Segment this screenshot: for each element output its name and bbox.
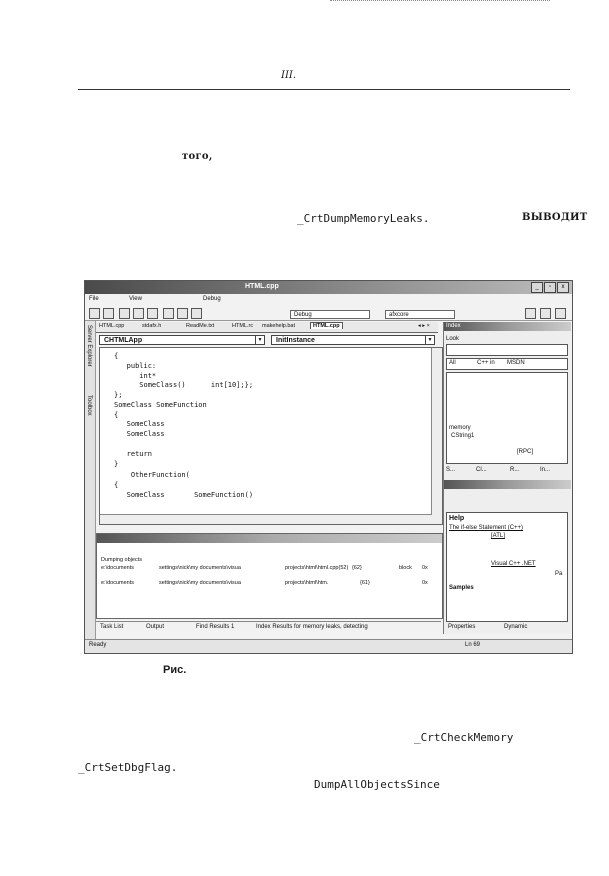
editor-horizontal-scrollbar[interactable] [100,514,432,524]
code-dump-all-objects-since: DumpAllObjectsSince [314,778,440,791]
open-icon[interactable] [119,308,130,319]
index-list-item[interactable]: [RPC] [517,449,534,455]
help-link[interactable]: The if-else Statement (C++) [449,525,524,531]
output-cell: e:\documents [101,580,135,586]
status-bar [85,639,572,653]
code-line: SomeClass SomeFunction [114,401,207,409]
doc-tab[interactable]: HTML.cpp [99,323,125,329]
output-cell: projects\html\html.cpp(52) [285,565,349,571]
member-combo-value: InitInstance [276,337,315,344]
side-tab-server-explorer[interactable]: Server Explorer [86,325,92,367]
output-cell: settings\nick\my documents\visua [159,580,241,586]
page-top-edge [330,0,550,3]
menu-file[interactable]: File [89,296,99,302]
output-cell: settings\nick\my documents\visua [159,565,241,571]
filter-combo[interactable]: All C++ in MSDN [446,358,568,370]
panel-tab[interactable]: Cl... [476,467,487,473]
doc-tab-active[interactable]: HTML.cpp [310,322,343,329]
header-rule [78,89,570,90]
code-crt-set-dbg-flag: _CrtSetDbgFlag. [78,761,178,774]
chevron-down-icon[interactable]: ▼ [255,336,264,344]
project-combo[interactable]: afxcore [385,310,455,319]
member-combo[interactable] [271,335,435,345]
doc-tab[interactable]: stdafx.h [142,323,162,329]
word-vyvodit: ВЫВОДИТ [522,212,588,223]
code-crt-dump-memory-leaks: _CrtDumpMemoryLeaks. [297,212,430,225]
panel-tab[interactable]: In... [540,467,551,473]
code-line: { [114,352,119,360]
figure-caption: Рис. [163,664,187,676]
close-button[interactable]: x [557,282,569,293]
code-line: SomeClass() int[10];}; [114,381,254,389]
help-link[interactable]: Pa [555,571,563,577]
index-list-item[interactable]: memory [449,425,471,431]
copy-icon[interactable] [177,308,188,319]
index-list[interactable] [446,372,568,464]
output-cell: e:\documents [101,565,135,571]
class-combo-value: CHTMLApp [104,337,143,344]
tab-index-results[interactable]: Index Results for memory leaks, detecting [256,624,368,630]
help-link[interactable]: [ATL] [491,533,505,539]
menu-bar [85,295,572,305]
add-item-icon[interactable] [103,308,114,319]
code-line: { [114,481,119,489]
code-line: public: [114,362,157,370]
code-line: }; [114,391,123,399]
help-title: Help [449,515,465,522]
code-line: SomeClass SomeFunction() [114,491,254,499]
save-icon[interactable] [133,308,144,319]
toolbox-icon[interactable] [555,308,566,319]
output-cell: 0x [422,580,428,586]
look-for-input[interactable] [446,344,568,356]
code-crt-check-memory: _CrtCheckMemory [414,731,514,744]
output-row: Dumping objects [101,557,142,563]
paste-icon[interactable] [191,308,202,319]
help-link[interactable]: Visual C++ .NET [491,561,536,567]
dynamic-help-header [444,480,571,489]
index-list-item[interactable]: CString1 [451,433,475,439]
solution-explorer-icon[interactable] [525,308,536,319]
code-line: SomeClass [114,430,165,438]
index-header: Index [444,322,571,331]
status-text: Ready [89,642,107,648]
configuration-combo[interactable]: Debug [290,310,370,319]
page-number: III. [281,70,297,81]
menu-debug[interactable]: Debug [203,296,221,302]
side-tab-strip [85,321,96,641]
doc-tab[interactable]: HTML.rc [232,323,254,329]
output-cell: projects\html\htm. [285,580,329,586]
properties-icon[interactable] [540,308,551,319]
panel-tab[interactable]: R... [510,467,520,473]
samples-heading: Samples [449,585,474,591]
output-panel [96,533,443,619]
minimize-button[interactable]: _ [531,282,543,293]
output-cell: block [399,565,412,571]
code-editor[interactable] [99,347,443,525]
tab-output[interactable]: Output [146,624,165,630]
panel-tab[interactable]: S... [446,467,456,473]
side-tab-toolbox[interactable]: Toolbox [86,395,92,416]
output-cell: {61} [360,580,370,586]
tab-dynamic-help[interactable]: Dynamic [504,624,528,630]
status-line: Ln 69 [465,642,481,648]
look-label: Look [446,336,460,342]
output-panel-header [97,534,442,543]
chevron-down-icon[interactable]: ▼ [425,336,434,344]
code-line: { [114,411,119,419]
tab-task-list[interactable]: Task List [100,624,124,630]
code-line: OtherFunction( [114,471,190,479]
code-line: } [114,460,119,468]
tab-scroll-arrows-icon[interactable]: ◂ ▸ × [418,323,430,329]
menu-view[interactable]: View [129,296,142,302]
code-line: SomeClass [114,420,165,428]
code-line: int* [114,372,157,380]
right-dock-panel [443,322,571,634]
code-line: return [114,450,152,458]
maximize-button[interactable]: ▫ [544,282,556,293]
title-bar [85,281,572,294]
dynamic-help-box [446,512,568,622]
output-cell: 0x [422,565,428,571]
output-cell: {62} [352,565,362,571]
doc-tab[interactable]: makehelp.bat [262,323,296,329]
output-tab-strip [96,621,441,634]
save-all-icon[interactable] [147,308,158,319]
new-project-icon[interactable] [89,308,100,319]
cut-icon[interactable] [163,308,174,319]
tab-find-results[interactable]: Find Results 1 [196,624,235,630]
word-togo: того, [182,151,213,162]
tab-properties[interactable]: Properties [448,624,476,630]
document-tabs [96,322,438,333]
class-combo[interactable] [99,335,265,345]
doc-tab[interactable]: ReadMe.txt [186,323,215,329]
editor-vertical-scrollbar[interactable] [431,348,442,524]
window-title: HTML.cpp [245,283,279,290]
ide-screenshot [84,280,573,654]
